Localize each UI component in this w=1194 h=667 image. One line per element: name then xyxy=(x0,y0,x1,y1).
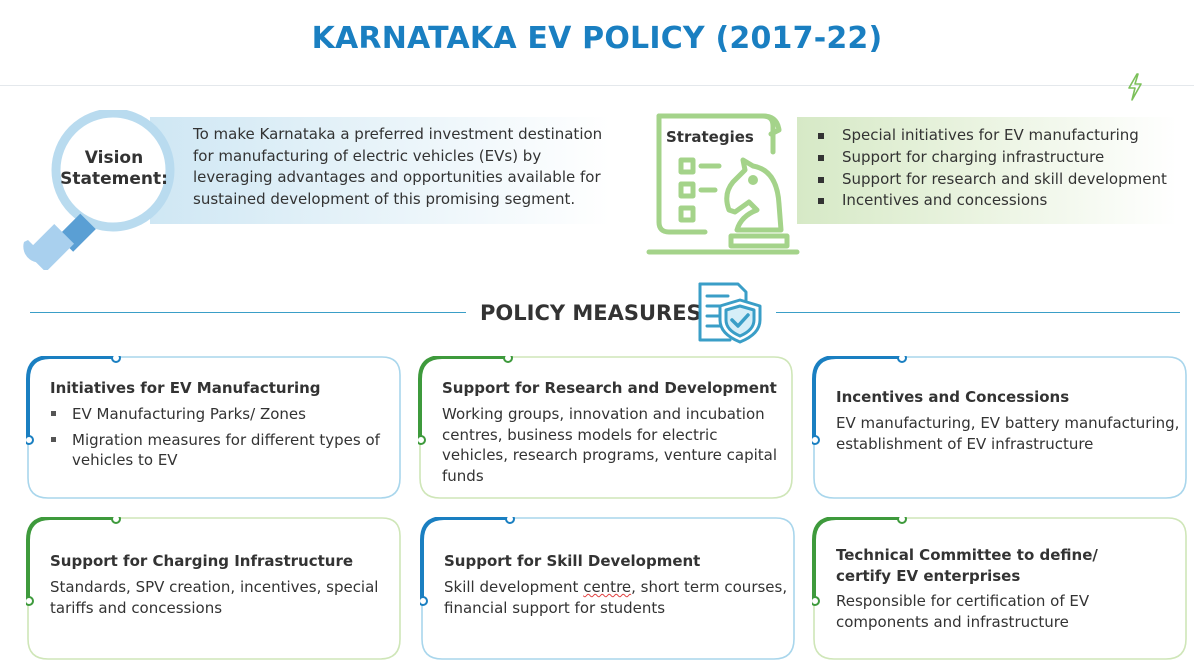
strategies-list xyxy=(818,125,1167,212)
divider-right xyxy=(776,312,1180,313)
policy-card-incentives xyxy=(812,356,1188,498)
vision-label-line2: Statement: xyxy=(60,169,168,189)
strategies-label: Strategies xyxy=(666,128,754,146)
strategy-item: Incentives and concessions xyxy=(818,190,1167,212)
card-bullet: Migration measures for different types of vehicles to EV xyxy=(50,430,394,471)
title-bar xyxy=(0,0,1194,86)
policy-card-technical-committee xyxy=(812,517,1188,659)
card-text: Working groups, innovation and incubation centres, business models for electric vehicles, research programs, venture capital funds xyxy=(442,405,778,485)
card-bullet: EV Manufacturing Parks/ Zones xyxy=(50,404,394,425)
policy-card-charging xyxy=(26,517,402,659)
card-text xyxy=(444,577,788,618)
card-text-part: , short term courses, financial support for students xyxy=(444,578,788,617)
strategy-item: Support for research and skill development xyxy=(818,169,1167,191)
page-title: KARNATAKA EV POLICY (2017-22) xyxy=(311,21,883,56)
vision-text: To make Karnataka a preferred investment destination for manufacturing of electric vehicles (EVs) by leveraging advantages and opportunities available for sustained development of this promising segment. xyxy=(193,125,603,208)
section-title: POLICY MEASURES xyxy=(480,301,702,325)
vision-label-line1: Vision xyxy=(84,148,144,168)
strategy-item: Special initiatives for EV manufacturing xyxy=(818,125,1167,147)
policy-card-research xyxy=(418,356,794,498)
card-text: EV manufacturing, EV battery manufacturing, establishment of EV infrastructure xyxy=(836,414,1180,453)
card-bullets xyxy=(50,404,394,476)
card-title: Initiatives for EV Manufacturing xyxy=(50,379,321,397)
policy-card-skill xyxy=(420,517,796,659)
card-title: Support for Skill Development xyxy=(444,552,701,570)
card-title: Incentives and Concessions xyxy=(836,388,1070,406)
vision-label xyxy=(58,148,170,190)
card-title: Technical Committee to define/ certify EV enterprises xyxy=(836,546,1098,585)
card-text: Standards, SPV creation, incentives, special tariffs and concessions xyxy=(50,578,379,617)
card-title: Support for Charging Infrastructure xyxy=(50,552,354,570)
strategy-item: Support for charging infrastructure xyxy=(818,147,1167,169)
lightning-bolt-icon xyxy=(1124,72,1146,102)
card-title: Support for Research and Development xyxy=(442,379,777,397)
magnifier-icon xyxy=(18,110,198,270)
card-text-misspelled-word: centre xyxy=(583,578,632,596)
policy-card-ev-manufacturing xyxy=(26,356,402,498)
divider-left xyxy=(30,312,466,313)
card-text: Responsible for certification of EV components and infrastructure xyxy=(836,592,1090,631)
card-text-part: Skill development xyxy=(444,578,584,596)
checklist-shield-icon xyxy=(694,280,764,346)
